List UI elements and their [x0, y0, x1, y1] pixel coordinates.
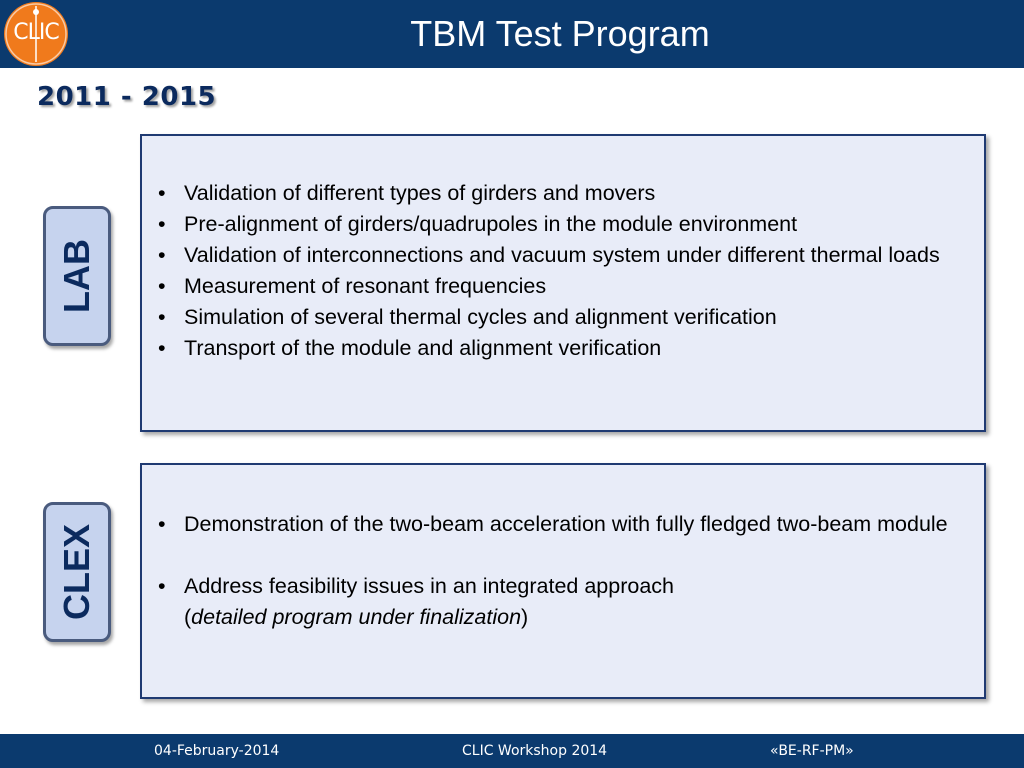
bullet-icon: • [158, 181, 166, 205]
clex-content-box [140, 463, 986, 699]
list-item: • Transport of the module and alignment verification [150, 333, 964, 364]
list-item: • Demonstration of the two-beam acceleration with fully fledged two-beam module [150, 509, 964, 540]
bullet-icon: • [158, 574, 166, 598]
footer-event: CLIC Workshop 2014 [462, 743, 608, 759]
bullet-icon: • [158, 336, 166, 360]
lab-label: LAB [56, 239, 97, 313]
clex-bullet-list [150, 509, 964, 633]
clic-logo [4, 2, 68, 66]
year-range: 2011 - 2015 [37, 82, 217, 112]
bullet-icon: • [158, 243, 166, 267]
footer-bar [0, 734, 1024, 768]
program-note: (detailed program under finalization) [184, 605, 529, 629]
logo-text: CLIC [13, 20, 59, 45]
footer-date: 04-February-2014 [154, 743, 280, 759]
list-item: • Simulation of several thermal cycles and alignment verification [150, 302, 964, 333]
bullet-icon: • [158, 305, 166, 329]
bullet-icon: • [158, 512, 166, 536]
list-item: • Validation of interconnections and vacuum system under different thermal loads [150, 240, 964, 271]
clex-label-box [43, 502, 111, 642]
bullet-icon: • [158, 274, 166, 298]
bullet-icon: • [158, 212, 166, 236]
header-bar [0, 0, 1024, 68]
slide-title: TBM Test Program [410, 13, 710, 54]
list-item: • Address feasibility issues in an integrated approach [150, 571, 964, 602]
lab-label-box [43, 206, 111, 346]
lab-content-box [140, 134, 986, 432]
footer-dept: «BE-RF-PM» [770, 743, 854, 759]
list-item: • Pre-alignment of girders/quadrupoles in the module environment [150, 209, 964, 240]
lab-bullet-list [150, 178, 964, 364]
list-item: • Validation of different types of girders and movers [150, 178, 964, 209]
list-item: • Measurement of resonant frequencies [150, 271, 964, 302]
clex-label: CLEX [56, 523, 97, 621]
